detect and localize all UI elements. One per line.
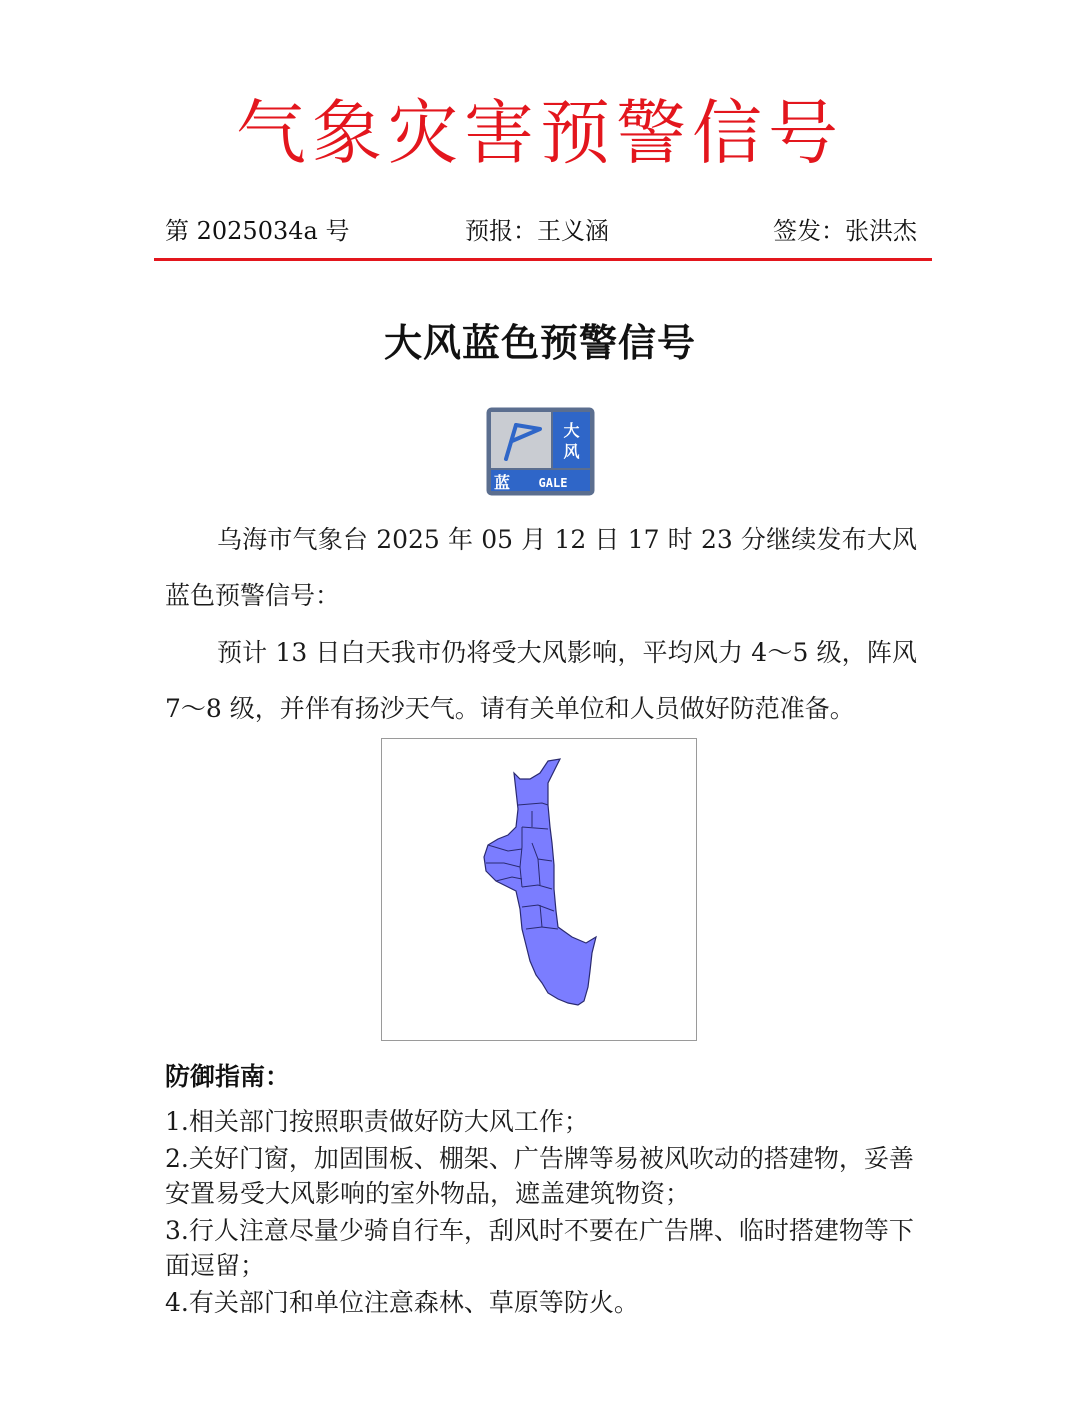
- icon-main-text-1: 大: [563, 421, 580, 440]
- warning-area-map: [381, 738, 697, 1041]
- signal-title: 大风蓝色预警信号: [383, 320, 696, 365]
- icon-level-text: 蓝: [493, 473, 511, 492]
- gale-blue-warning-icon: [486, 407, 595, 496]
- guide-item: 4.有关部门和单位注意森林、草原等防火。: [165, 1288, 639, 1317]
- document-number: 第 2025034a 号: [165, 217, 350, 245]
- defense-guide-list: [165, 1104, 917, 1322]
- guide-item: 2.关好门窗，加固围板、棚架、广告牌等易被风吹动的搭建物，妥善安置易受大风影响的室外物品，遮盖建筑物资；: [165, 1144, 914, 1208]
- issuer: 签发：张洪杰: [773, 217, 917, 245]
- document-header-title: 气象灾害预警信号: [236, 92, 844, 174]
- icon-english-text: GALE: [538, 476, 568, 490]
- guide-item: 3.行人注意尽量少骑自行车，刮风时不要在广告牌、临时搭建物等下面逗留；: [165, 1216, 914, 1280]
- icon-main-text-2: 风: [563, 442, 580, 461]
- defense-guide-heading: 防御指南：: [165, 1062, 291, 1091]
- header-divider: [154, 258, 932, 261]
- issue-statement-paragraph: 乌海市气象台 2025 年 05 月 12 日 17 时 23 分继续发布大风蓝色预警信号：: [165, 525, 917, 610]
- guide-item: 1.相关部门按照职责做好防大风工作；: [165, 1107, 589, 1136]
- forecast-paragraph: 预计 13 日白天我市仍将受大风影响，平均风力 4～5 级，阵风 7～8 级，并伴有扬沙天气。请有关单位和人员做好防范准备。: [165, 638, 917, 723]
- forecaster: 预报：王义涵: [465, 217, 609, 245]
- document-meta-row: [165, 213, 917, 249]
